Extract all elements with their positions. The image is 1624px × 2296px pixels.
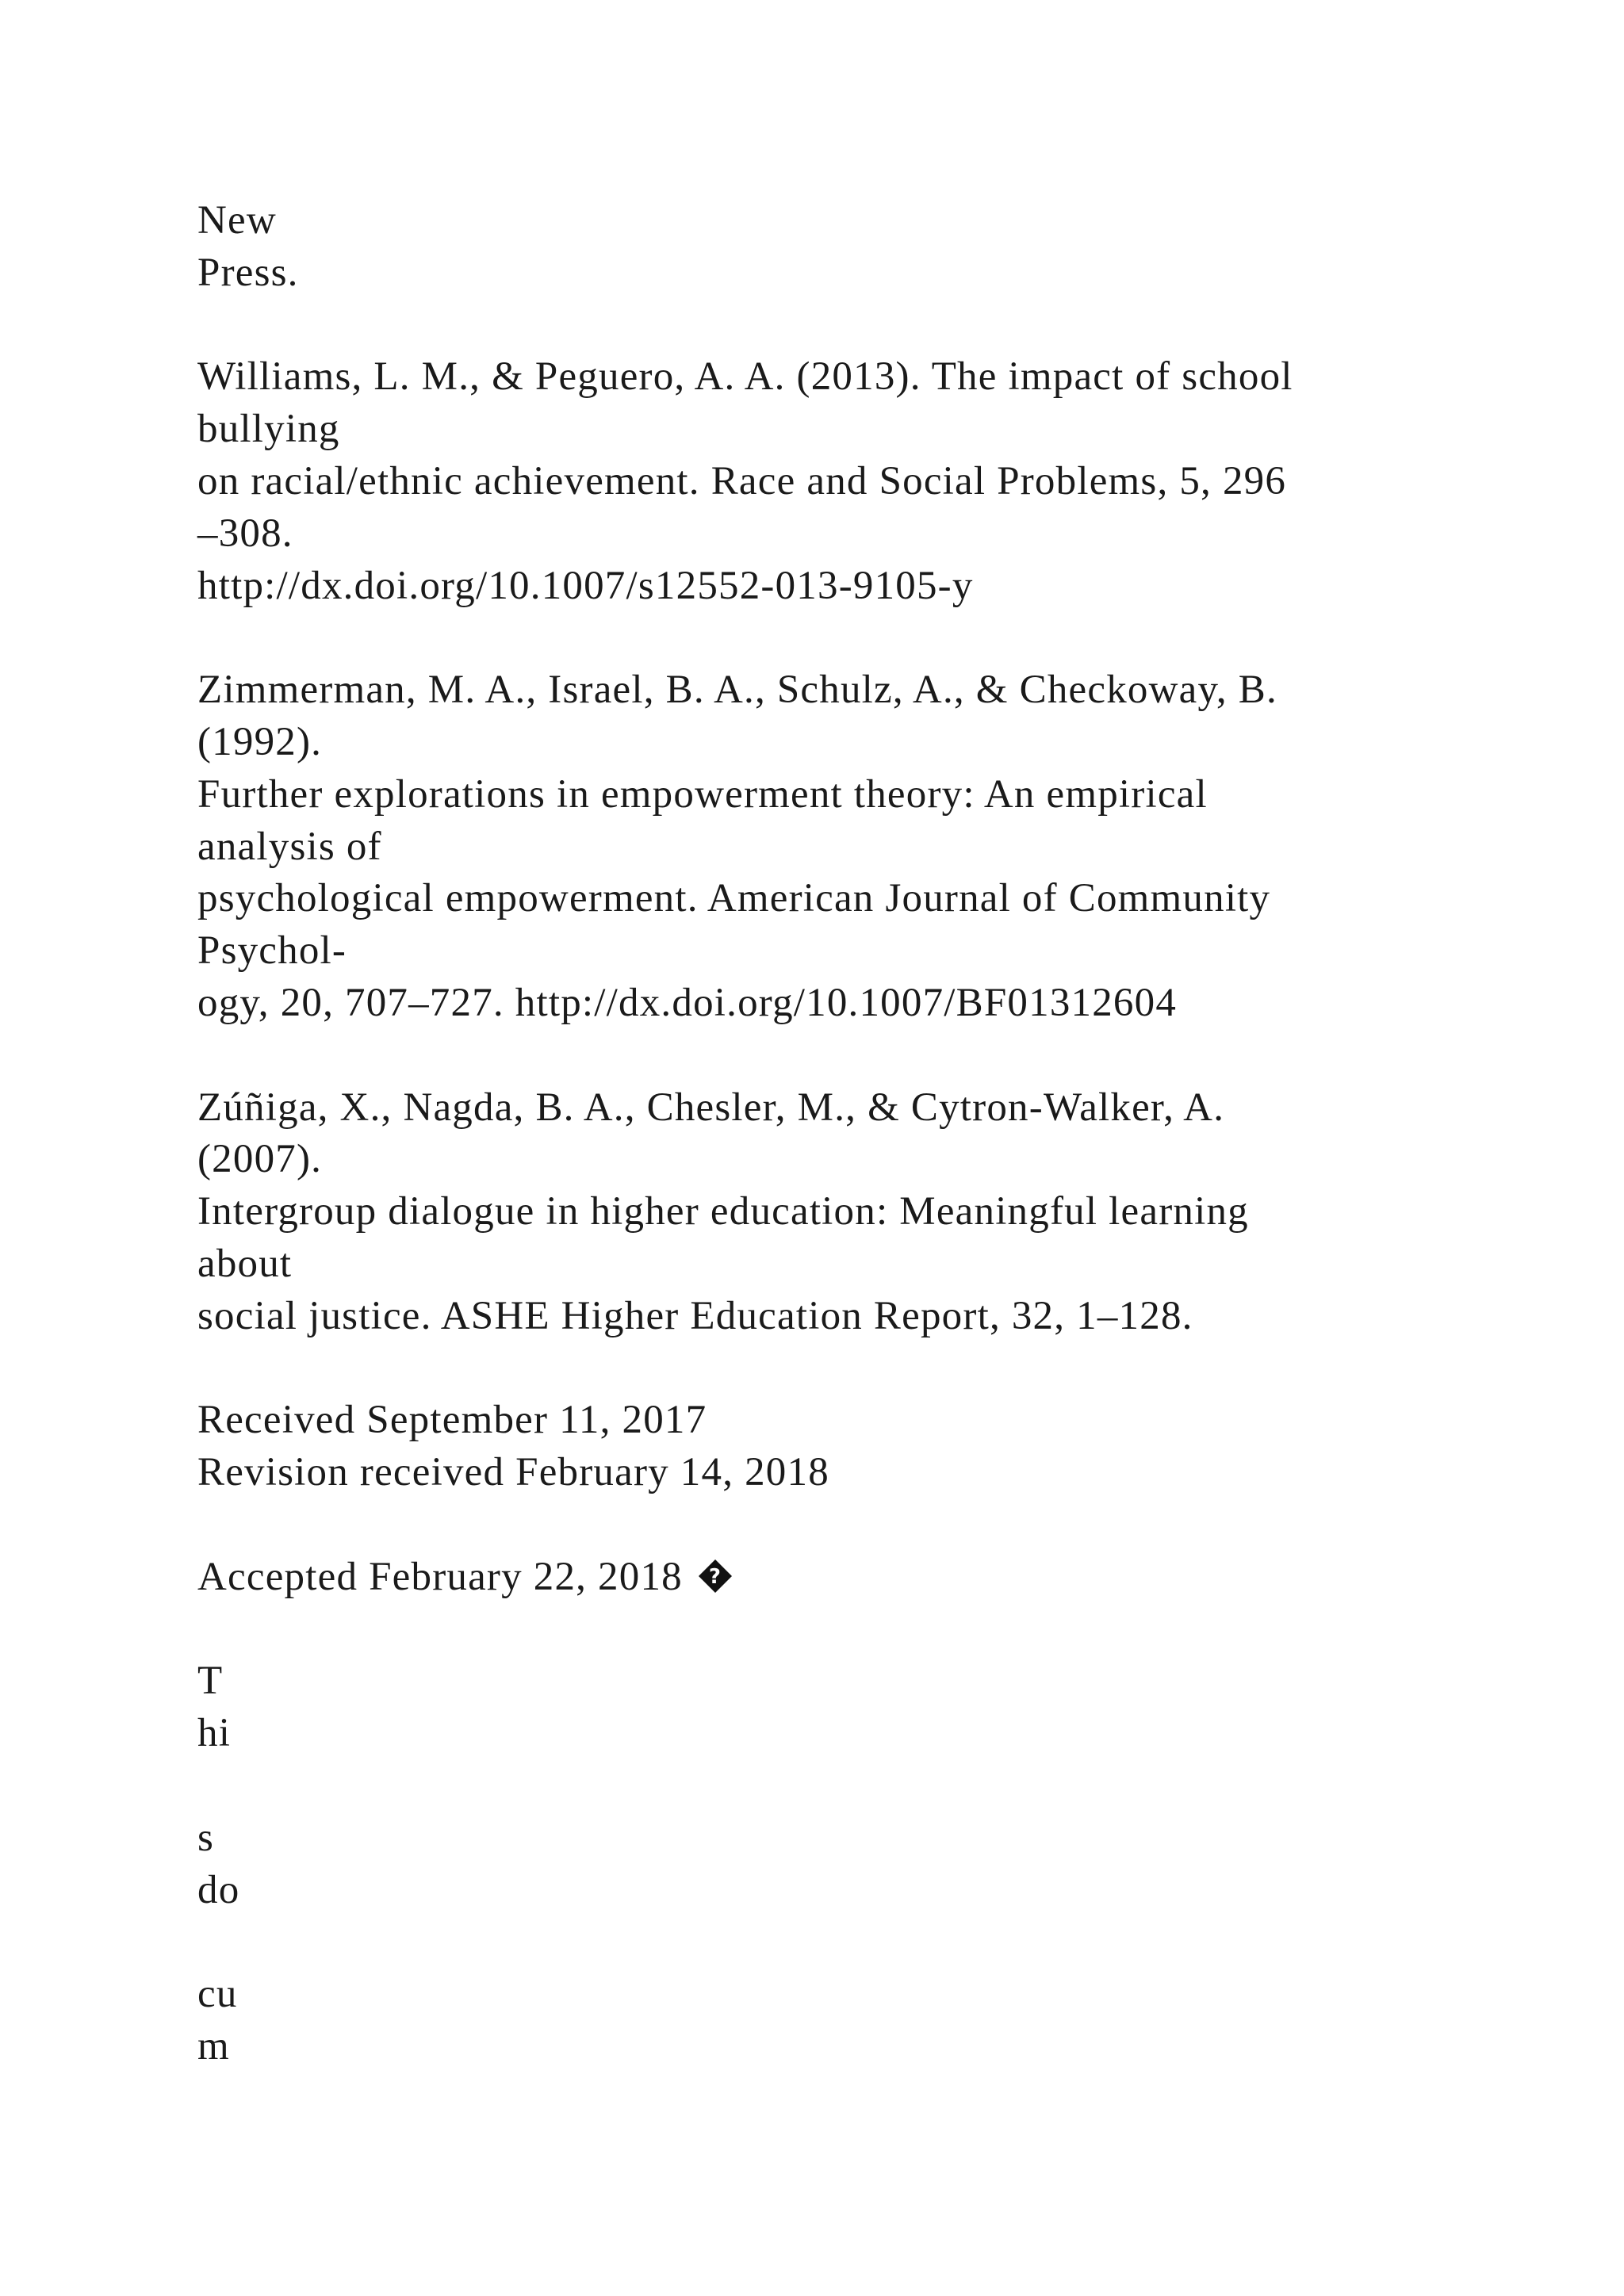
fragment-line: m [197, 2023, 230, 2068]
blank-line [197, 300, 1530, 352]
reference-zimmerman-line-3: Further explorations in empowerment theory: An empirical [197, 771, 1208, 817]
reference-zimmerman-line-2: (1992). [197, 719, 323, 764]
reference-zimmerman-line-5: psychological empowerment. American Journal of Community [197, 876, 1271, 921]
revision-received-date: Revision received February 14, 2018 [197, 1450, 829, 1495]
fragment-line: s [197, 1815, 215, 1860]
reference-williams-line-2: bullying [197, 407, 340, 452]
reference-zimmerman-line-6: Psychol- [197, 928, 347, 974]
reference-zuniga-line-1: Zúñiga, X., Nagda, B. A., Chesler, M., & Cytron-Walker, A. [197, 1085, 1225, 1130]
replacement-character-icon [697, 1558, 733, 1594]
reference-zimmerman-line-7: ogy, 20, 707–727. http://dx.doi.org/10.1007/BF01312604 [197, 980, 1178, 1025]
blank-line [197, 1760, 1530, 1812]
blank-line [197, 1343, 1530, 1395]
blank-line [197, 1604, 1530, 1656]
reference-williams-line-3: on racial/ethnic achievement. Race and Social Problems, 5, 296 [197, 458, 1287, 503]
reference-zuniga-line-3: Intergroup dialogue in higher education: Meaningful learning [197, 1189, 1249, 1234]
fragment-line: do [197, 1867, 240, 1912]
reference-williams-line-1: Williams, L. M., & Peguero, A. A. (2013). The impact of school [197, 354, 1293, 400]
svg-text:?: ? [708, 1564, 722, 1589]
fragment-line: T [197, 1659, 224, 1704]
reference-zimmerman-line-4: analysis of [197, 824, 382, 869]
reference-zuniga-line-5: social justice. ASHE Higher Education Report, 32, 1–128. [197, 1293, 1193, 1338]
document-text-body [197, 195, 1530, 2073]
reference-zuniga-line-2: (2007). [197, 1137, 323, 1182]
reference-williams-doi: http://dx.doi.org/10.1007/s12552-013-9105-y [197, 563, 974, 608]
fragment-line: hi [197, 1711, 232, 1756]
blank-line [197, 1499, 1530, 1552]
reference-zimmerman-line-1: Zimmerman, M. A., Israel, B. A., Schulz, A., & Checkoway, B. [197, 668, 1277, 713]
blank-line [197, 1030, 1530, 1082]
text-line: Press. [197, 250, 299, 295]
received-date: Received September 11, 2017 [197, 1398, 707, 1443]
blank-line [197, 612, 1530, 664]
blank-line [197, 1916, 1530, 1969]
fragment-line: cu [197, 1972, 238, 2017]
reference-williams-line-4: –308. [197, 511, 293, 556]
text-line: New [197, 198, 277, 243]
reference-zuniga-line-4: about [197, 1241, 293, 1286]
accepted-date-line [197, 1552, 1530, 1604]
accepted-date: Accepted February 22, 2018 [197, 1554, 694, 1599]
